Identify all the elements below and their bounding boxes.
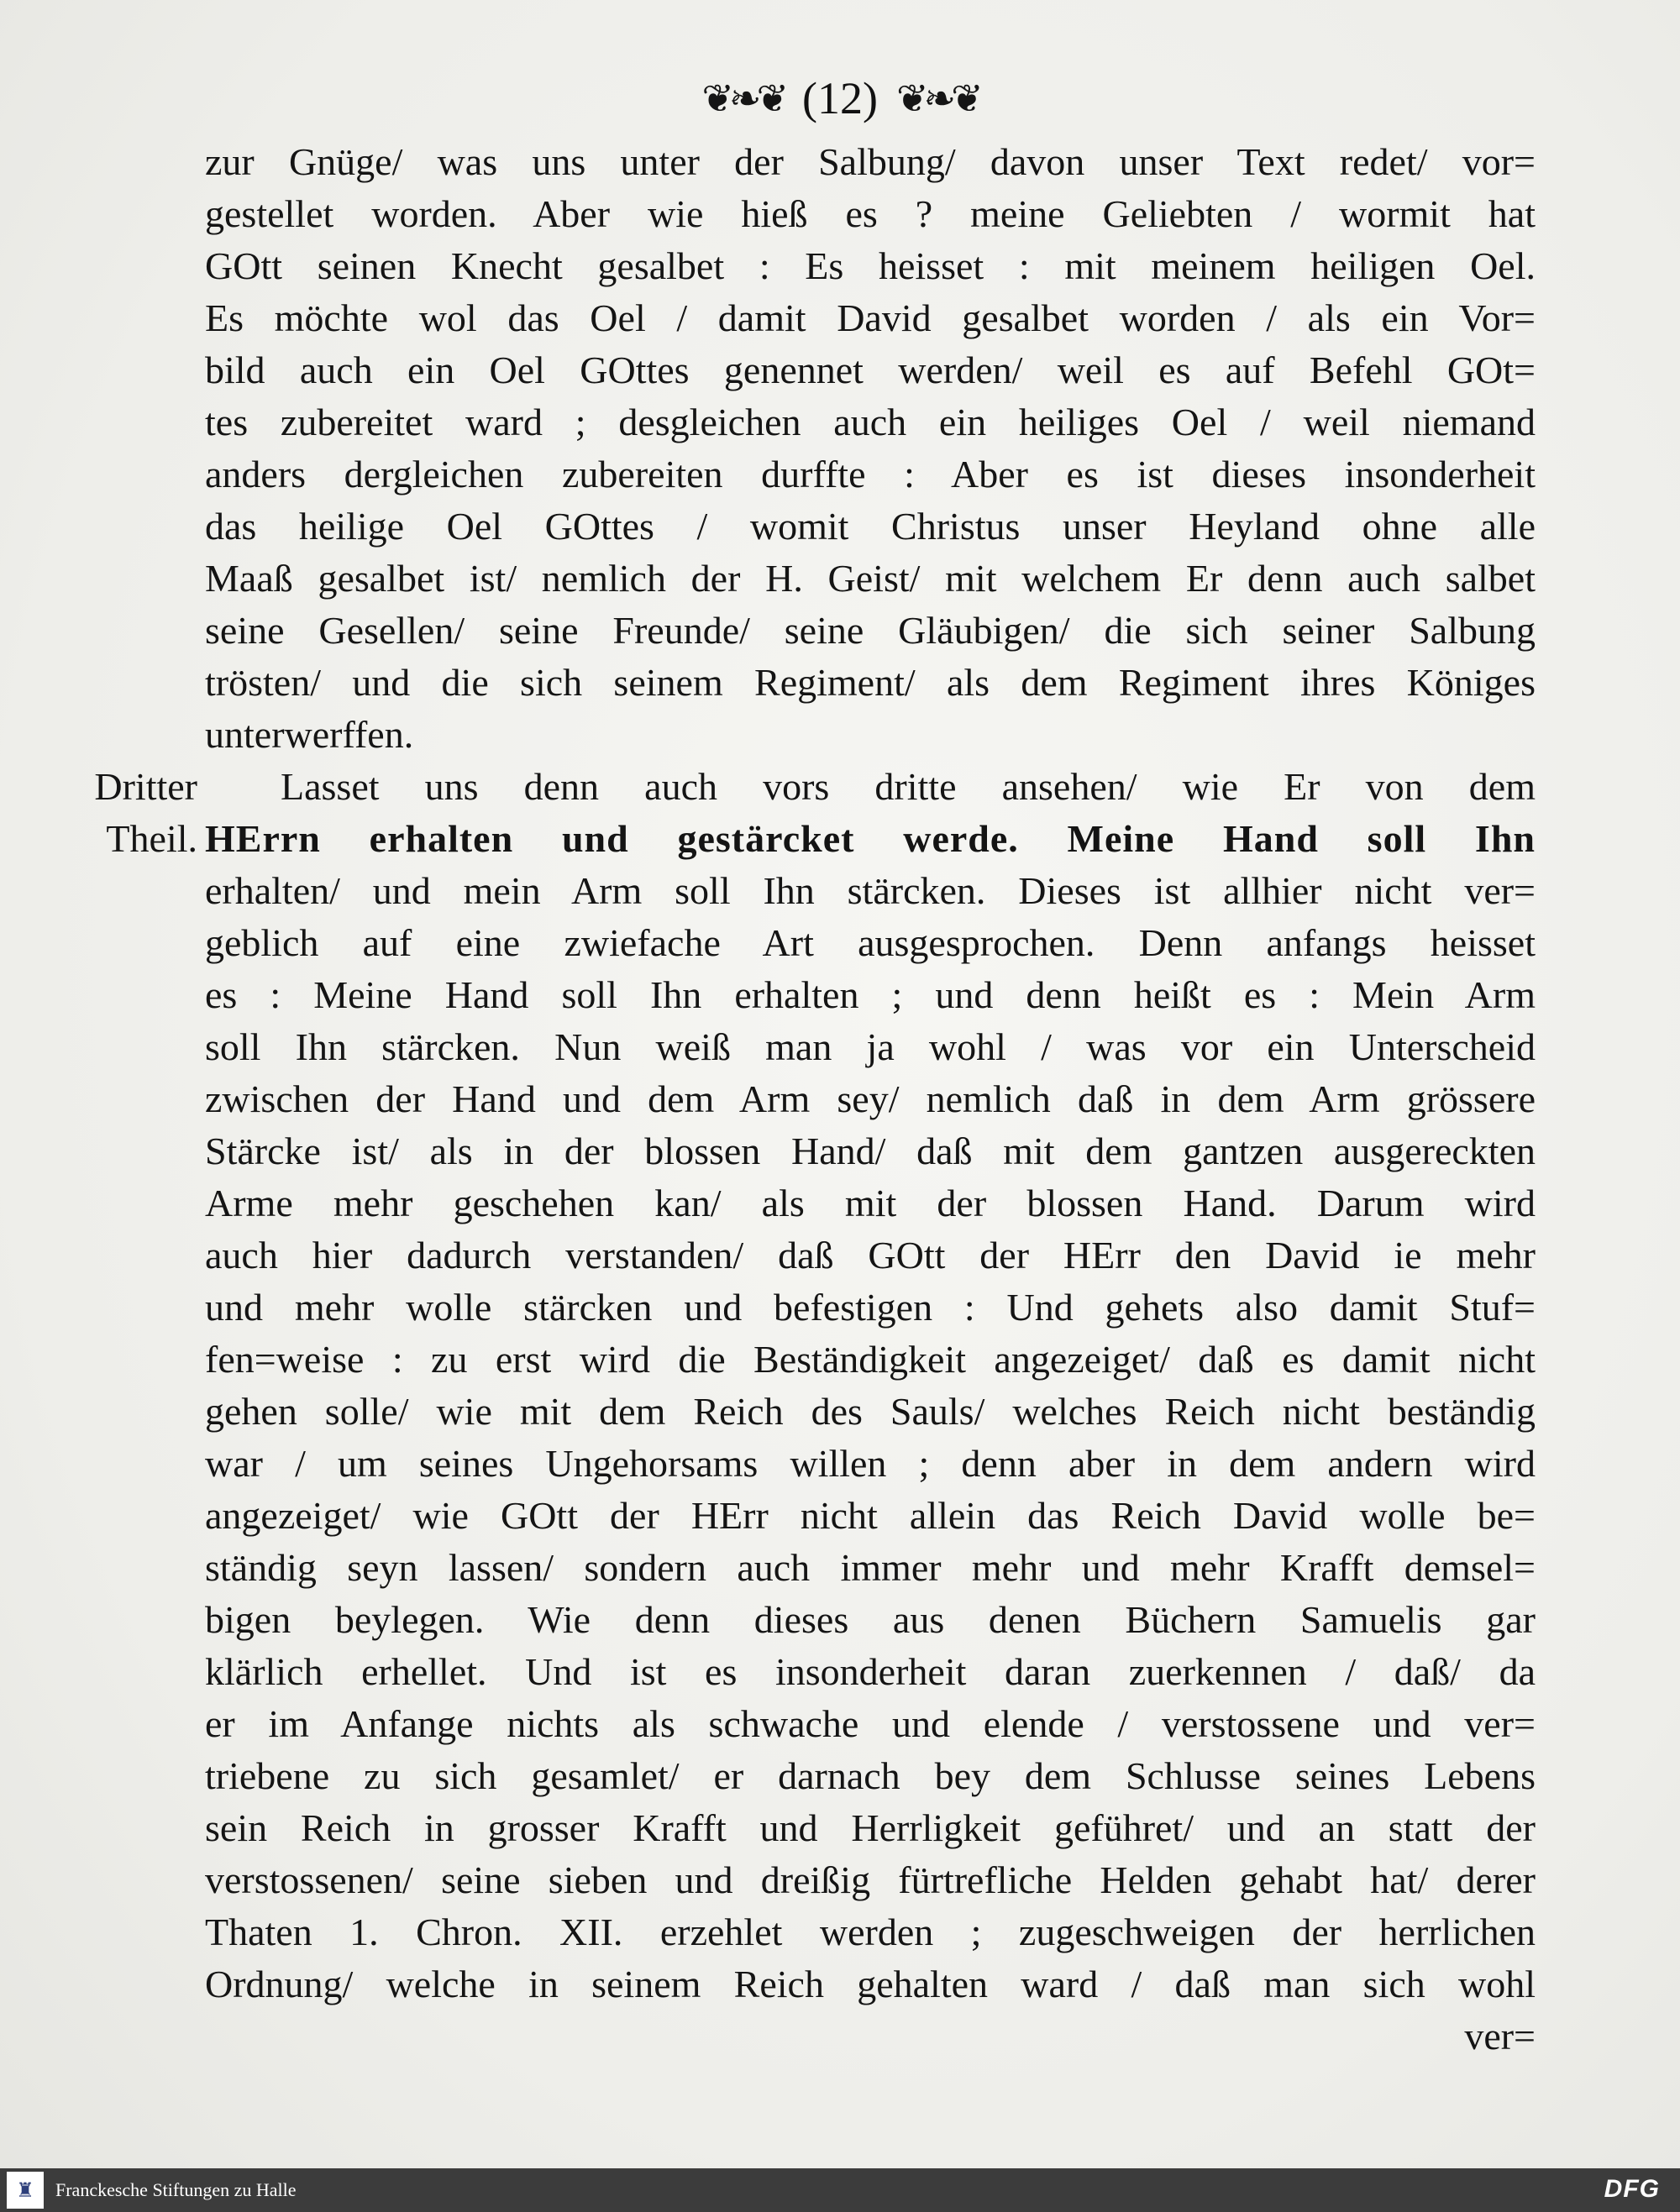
text-line: gestellet worden. Aber wie hieß es ? meine Geliebten / wormit hat [205,192,1536,235]
text-line: zur Gnüge/ was uns unter der Salbung/ davon unser Text redet/ vor= [205,140,1536,183]
text-line: HErrn erhalten und gestärcket werde. Meine Hand soll Ihn [205,817,1536,860]
text-line: zwischen der Hand und dem Arm sey/ nemlich daß in dem Arm grössere [205,1077,1536,1120]
text-line-paragraph-start: Lasset uns denn auch vors dritte ansehen/ wie Er von dem [281,765,1536,808]
text-line: sein Reich in grosser Krafft und Herrligkeit geführet/ und an statt der [205,1806,1536,1849]
text-line: Arme mehr geschehen kan/ als mit der blossen Hand. Darum wird [205,1182,1536,1224]
text-line: und mehr wolle stärcken und befestigen : Und gehets also damit Stuf= [205,1286,1536,1329]
text-line: Stärcke ist/ als in der blossen Hand/ daß mit dem gantzen ausgereckten [205,1130,1536,1172]
margin-note-line: Dritter [94,765,197,808]
dfg-logo[interactable]: DFG [1604,2175,1660,2203]
text-line: er im Anfange nichts als schwache und elende / verstossene und ver= [205,1702,1536,1745]
page-number: (12) [802,73,878,123]
text-line: bigen beylegen. Wie denn dieses aus denen Büchern Samuelis gar [205,1598,1536,1641]
text-line: soll Ihn stärcken. Nun weiß man ja wohl / was vor ein Unterscheid [205,1025,1536,1068]
left-ornament-icon: ❦❧❦ [701,76,785,121]
text-line: Ordnung/ welche in seinem Reich gehalten ward / daß man sich wohl [205,1963,1536,2005]
margin-note-section [50,761,197,865]
viewer-footer-bar [0,2168,1680,2212]
text-line: war / um seines Ungehorsams willen ; denn aber in dem andern wird [205,1442,1536,1485]
text-line: fen=weise : zu erst wird die Beständigkeit angezeiget/ daß es damit nicht [205,1338,1536,1381]
text-line: trösten/ und die sich seinem Regiment/ als dem Regiment ihres Königes [205,661,1536,704]
text-line: geblich auf eine zwiefache Art ausgesprochen. Denn anfangs heisset [205,921,1536,964]
text-line: anders dergleichen zubereiten durffte : Aber es ist dieses insonderheit [205,453,1536,495]
text-line: gehen solle/ wie mit dem Reich des Sauls/ welches Reich nicht beständig [205,1390,1536,1433]
margin-note-line: Theil. [106,817,197,860]
text-line: verstossenen/ seine sieben und dreißig fürtrefliche Helden gehabt hat/ derer [205,1858,1536,1901]
text-line: es : Meine Hand soll Ihn erhalten ; und denn heißt es : Mein Arm [205,973,1536,1016]
text-line: Thaten 1. Chron. XII. erzehlet werden ; zugeschweigen der herrlichen [205,1911,1536,1953]
text-line: unterwerffen. [205,713,414,756]
text-line: angezeiget/ wie GOtt der HErr nicht allein das Reich David wolle be= [205,1494,1536,1537]
page-header [0,69,1680,128]
text-line: seine Gesellen/ seine Freunde/ seine Gläubigen/ die sich seiner Salbung [205,609,1536,652]
right-ornament-icon: ❦❧❦ [895,76,979,121]
institution-name[interactable]: Franckesche Stiftungen zu Halle [55,2179,297,2200]
text-line: Es möchte wol das Oel / damit David gesalbet worden / als ein Vor= [205,296,1536,339]
text-line: Maaß gesalbet ist/ nemlich der H. Geist/ mit welchem Er denn auch salbet [205,557,1536,600]
text-line: klärlich erhellet. Und ist es insonderheit daran zuerkennen / daß/ da [205,1650,1536,1693]
institution-logo-icon[interactable]: ♜ [7,2172,44,2209]
catchword: ver= [1464,2015,1536,2057]
text-line: ständig seyn lassen/ sondern auch immer mehr und mehr Krafft demsel= [205,1546,1536,1589]
text-line: bild auch ein Oel GOttes genennet werden/ weil es auf Befehl GOt= [205,349,1536,391]
text-line: triebene zu sich gesamlet/ er darnach bey dem Schlusse seines Lebens [205,1754,1536,1797]
text-line: das heilige Oel GOttes / womit Christus unser Heyland ohne alle [205,505,1536,548]
text-line: tes zubereitet ward ; desgleichen auch ein heiliges Oel / weil niemand [205,401,1536,443]
text-line: auch hier dadurch verstanden/ daß GOtt der HErr den David ie mehr [205,1234,1536,1276]
body-text [205,136,1536,2063]
text-line: erhalten/ und mein Arm soll Ihn stärcken. Dieses ist allhier nicht ver= [205,869,1536,912]
text-line: GOtt seinen Knecht gesalbet : Es heisset : mit meinem heiligen Oel. [205,244,1536,287]
